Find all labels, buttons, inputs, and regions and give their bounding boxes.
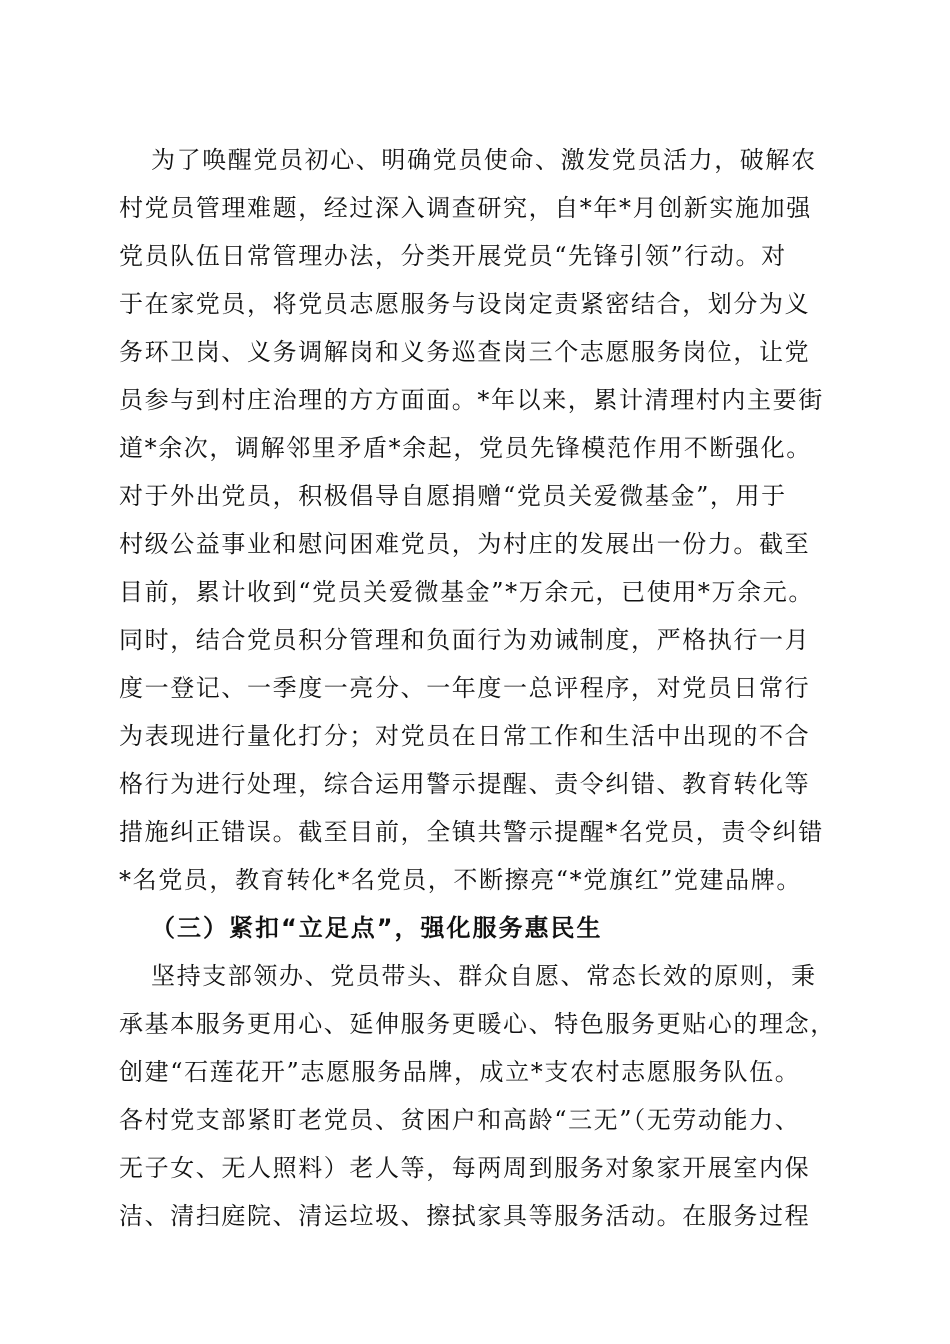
- paragraph-1-line: 村党员管理难题，经过深入调查研究，自*年*月创新实施加强: [119, 194, 812, 222]
- section-heading: （三）紧扣“立足点”，强化服务惠民生: [151, 914, 603, 942]
- paragraph-2-line: 创建“石莲花开”志愿服务品牌，成立*支农村志愿服务队伍。: [119, 1058, 801, 1086]
- paragraph-2-line: 承基本服务更用心、延伸服务更暖心、特色服务更贴心的理念，: [119, 1010, 836, 1038]
- paragraph-2-line: 坚持支部领办、党员带头、群众自愿、常态长效的原则，秉: [151, 962, 817, 990]
- paragraph-2-line: 各村党支部紧盯老党员、贫困户和高龄“三无”（无劳动能力、: [119, 1106, 801, 1134]
- paragraph-1-line: 目前，累计收到“党员关爱微基金”*万余元，已使用*万余元。: [119, 578, 814, 606]
- paragraph-1-line: 员参与到村庄治理的方方面面。*年以来，累计清理村内主要街: [119, 386, 824, 414]
- paragraph-1-line: 对于外出党员，积极倡导自愿捐赠“党员关爱微基金”，用于: [119, 482, 787, 510]
- paragraph-1-line: 于在家党员，将党员志愿服务与设岗定责紧密结合，划分为义: [119, 290, 811, 318]
- paragraph-2-line: 无子女、无人照料）老人等，每两周到服务对象家开展室内保: [119, 1154, 811, 1182]
- paragraph-1-line: 措施纠正错误。截至目前，全镇共警示提醒*名党员，责令纠错: [119, 818, 824, 846]
- paragraph-2-line: 洁、清扫庭院、清运垃圾、擦拭家具等服务活动。在服务过程: [119, 1202, 811, 1230]
- paragraph-1-line: 度一登记、一季度一亮分、一年度一总评程序，对党员日常行: [119, 674, 811, 702]
- paragraph-1-line: *名党员，教育转化*名党员，不断擦亮“*党旗红”党建品牌。: [119, 866, 802, 894]
- paragraph-1-line: 格行为进行处理，综合运用警示提醒、责令纠错、教育转化等: [119, 770, 811, 798]
- paragraph-1-line: 村级公益事业和慰问困难党员，为村庄的发展出一份力。截至: [119, 530, 811, 558]
- paragraph-1-line: 道*余次，调解邻里矛盾*余起，党员先锋模范作用不断强化。: [119, 434, 812, 462]
- paragraph-1-line: 为表现进行量化打分；对党员在日常工作和生活中出现的不合: [119, 722, 811, 750]
- paragraph-1-line: 党员队伍日常管理办法，分类开展党员“先锋引领”行动。对: [119, 242, 787, 270]
- paragraph-1-line: 同时，结合党员积分管理和负面行为劝诫制度，严格执行一月: [119, 626, 811, 654]
- paragraph-1-line: 务环卫岗、义务调解岗和义务巡查岗三个志愿服务岗位，让党: [119, 338, 811, 366]
- paragraph-1-line: 为了唤醒党员初心、明确党员使命、激发党员活力，破解农: [151, 146, 817, 174]
